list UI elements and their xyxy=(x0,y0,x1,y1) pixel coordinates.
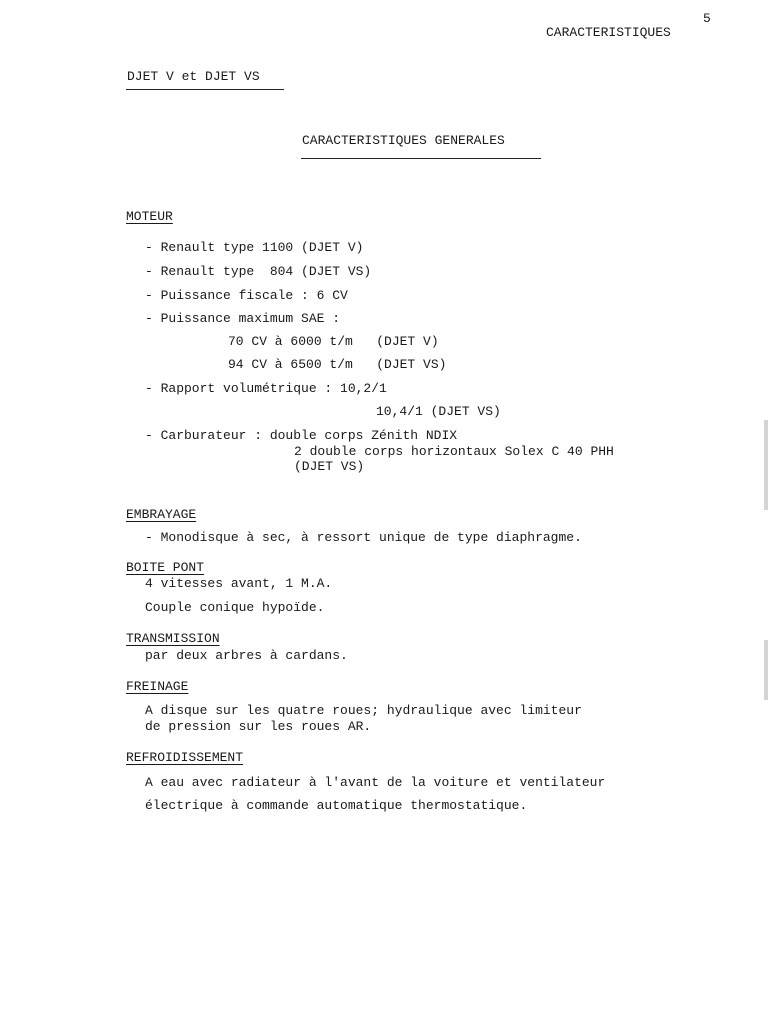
moteur-line: 2 double corps horizontaux Solex C 40 PHH xyxy=(294,444,614,459)
moteur-line: - Rapport volumétrique : 10,2/1 xyxy=(145,381,387,396)
transmission-line: par deux arbres à cardans. xyxy=(145,648,348,663)
running-header: CARACTERISTIQUES xyxy=(546,25,671,40)
scan-edge-mark xyxy=(764,640,768,700)
refroidissement-line: électrique à commande automatique thermostatique. xyxy=(145,798,528,813)
section-title: CARACTERISTIQUES GENERALES xyxy=(302,133,505,148)
boite-pont-line: Couple conique hypoïde. xyxy=(145,600,325,615)
scan-edge-mark xyxy=(764,420,768,510)
refroidissement-line: A eau avec radiateur à l'avant de la voiture et ventilateur xyxy=(145,775,606,790)
freinage-heading: FREINAGE xyxy=(126,679,189,694)
page-number: 5 xyxy=(703,11,711,26)
model-title: DJET V et DJET VS xyxy=(127,69,260,84)
moteur-line: - Puissance maximum SAE : xyxy=(145,311,341,326)
embrayage-line: - Monodisque à sec, à ressort unique de type diaphragme. xyxy=(145,530,582,545)
moteur-line: - Puissance fiscale : 6 CV xyxy=(145,288,348,303)
moteur-heading: MOTEUR xyxy=(126,209,173,224)
moteur-line: 94 CV à 6500 t/m (DJET VS) xyxy=(228,357,447,372)
model-title-underline xyxy=(126,89,284,90)
freinage-line: A disque sur les quatre roues; hydraulique avec limiteur xyxy=(145,703,582,718)
refroidissement-heading: REFROIDISSEMENT xyxy=(126,750,244,765)
section-title-underline xyxy=(301,158,541,159)
moteur-line: 10,4/1 (DJET VS) xyxy=(376,404,501,419)
boite-pont-heading: BOITE PONT xyxy=(126,560,205,575)
moteur-line: - Renault type 804 (DJET VS) xyxy=(145,264,372,279)
boite-pont-line: 4 vitesses avant, 1 M.A. xyxy=(145,576,333,591)
moteur-line: (DJET VS) xyxy=(294,459,365,474)
moteur-line: 70 CV à 6000 t/m (DJET V) xyxy=(228,334,439,349)
moteur-line: - Carburateur : double corps Zénith NDIX xyxy=(145,428,458,443)
embrayage-heading: EMBRAYAGE xyxy=(126,507,197,522)
freinage-line: de pression sur les roues AR. xyxy=(145,719,372,734)
moteur-line: - Renault type 1100 (DJET V) xyxy=(145,240,364,255)
transmission-heading: TRANSMISSION xyxy=(126,631,220,646)
